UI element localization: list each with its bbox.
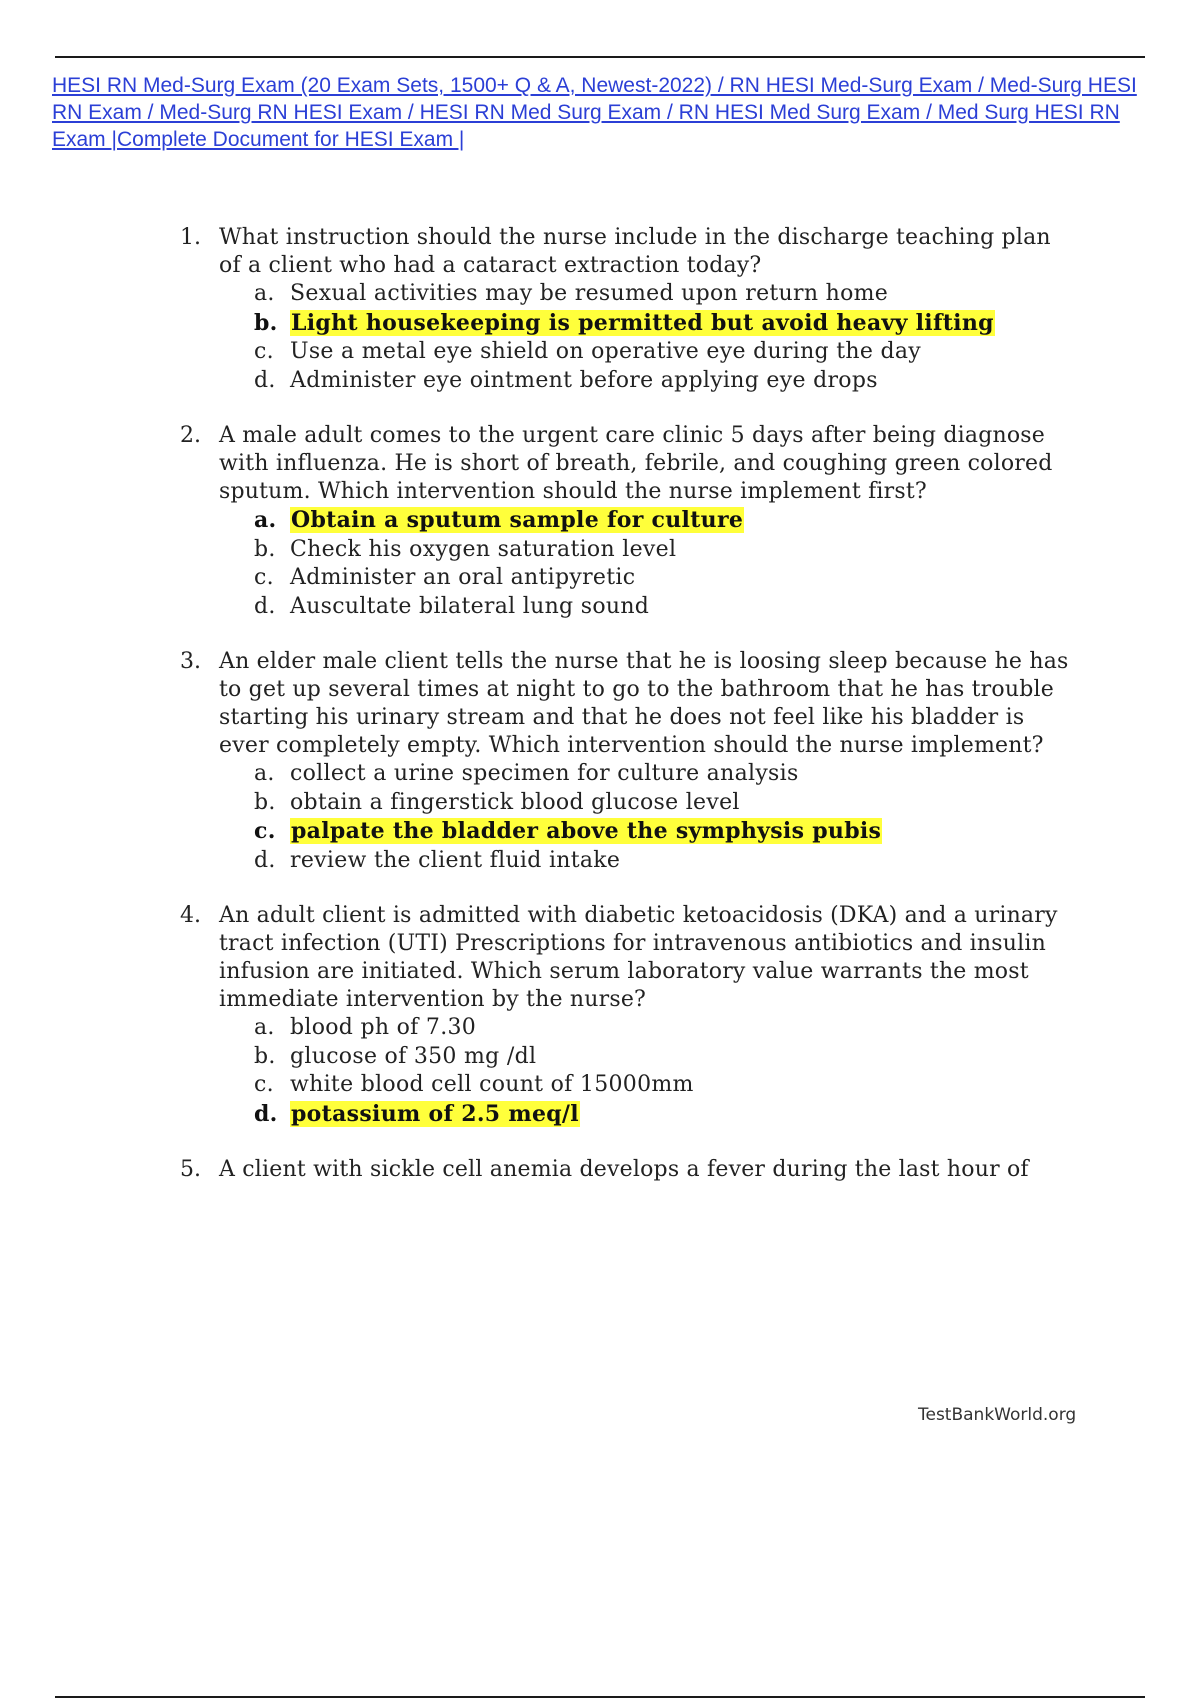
option-text: Auscultate bilateral lung sound xyxy=(290,593,650,619)
question-1 xyxy=(180,224,1060,395)
option-letter: c. xyxy=(254,565,274,590)
option-b xyxy=(254,1043,1060,1072)
option-letter: d. xyxy=(254,593,276,619)
option-letter: d. xyxy=(254,367,276,393)
option-list xyxy=(219,506,1060,621)
option-text: Use a metal eye shield on operative eye during the day xyxy=(290,339,921,364)
option-letter: d. xyxy=(254,847,276,873)
highlighted-answer-text: potassium of 2.5 meq/l xyxy=(291,1100,579,1127)
document-title-link[interactable]: HESI RN Med-Surg Exam (20 Exam Sets, 1500+ Q & A, Newest-2022) / RN HESI Med-Surg Exam / Med-Surg HESI RN Exam / Med-Surg RN HESI Exam / HESI RN Med Surg Exam / RN HESI Med Surg Exam / Med Surg HESI RN Exam |Complete Document for HESI Exam | xyxy=(52,74,1137,151)
question-4 xyxy=(180,902,1060,1129)
bottom-rule xyxy=(55,1696,1145,1698)
option-letter: c. xyxy=(254,339,274,364)
option-letter: b. xyxy=(254,536,276,562)
option-text: Check his oxygen saturation level xyxy=(290,536,677,562)
question-3 xyxy=(180,648,1069,875)
option-list xyxy=(219,280,1060,395)
question-number: 4. xyxy=(180,903,201,928)
option-d xyxy=(254,593,1060,622)
option-d xyxy=(254,847,1060,876)
question-number: 5. xyxy=(180,1157,201,1182)
question-text: A client with sickle cell anemia develops a fever during the last hour of xyxy=(219,1157,1029,1182)
highlighted-answer-text: palpate the bladder above the symphysis pubis xyxy=(291,818,882,844)
question-2 xyxy=(180,422,1060,621)
option-text: glucose of 350 mg /dl xyxy=(290,1043,537,1069)
option-letter: c. xyxy=(254,818,276,844)
question-text: An adult client is admitted with diabetic ketoacidosis (DKA) and a urinary tract infection (UTI) Prescriptions for intravenous antibiotics and insulin infusion are initiated. Which serum laboratory value warrants the most immediate intervention by the nurse? xyxy=(219,903,1058,1012)
option-list xyxy=(219,1014,1060,1129)
option-letter: a. xyxy=(254,761,275,786)
option-text: white blood cell count of 15000mm xyxy=(290,1072,694,1097)
option-letter: c. xyxy=(254,1072,274,1097)
option-letter: b. xyxy=(254,309,278,336)
option-text: Administer eye ointment before applying eye drops xyxy=(290,367,878,393)
question-number: 1. xyxy=(180,225,201,250)
option-text: blood ph of 7.30 xyxy=(290,1015,477,1040)
question-text: An elder male client tells the nurse that he is loosing sleep because he has to get up several times at night to go to the bathroom that he has trouble starting his urinary stream and that he does not feel like his bladder is ever completely empty. Which intervention should the nurse implement? xyxy=(219,649,1069,758)
question-text: A male adult comes to the urgent care clinic 5 days after being diagnose with influenza. He is short of breath, febrile, and coughing green colored sputum. Which intervention should the nurse implement first? xyxy=(219,423,1053,504)
question-number: 3. xyxy=(180,649,201,674)
option-b xyxy=(254,789,1060,818)
option-c xyxy=(254,338,1060,367)
question-list xyxy=(180,224,1069,1211)
option-letter: b. xyxy=(254,1043,276,1069)
option-text: collect a urine specimen for culture analysis xyxy=(290,761,799,786)
option-b xyxy=(254,536,1060,565)
option-letter: a. xyxy=(254,1015,275,1040)
option-letter: b. xyxy=(254,789,276,815)
option-d xyxy=(254,367,1060,396)
highlighted-answer-text: Light housekeeping is permitted but avoid heavy lifting xyxy=(291,309,994,336)
option-list xyxy=(219,760,1060,875)
option-c xyxy=(254,564,1060,593)
option-a-correct-answer xyxy=(254,506,1060,536)
option-d-correct-answer xyxy=(254,1100,1060,1130)
option-a xyxy=(254,760,1060,789)
option-letter: a. xyxy=(254,507,277,533)
footer-site-name: TestBankWorld.org xyxy=(918,1405,1077,1425)
option-letter: a. xyxy=(254,281,275,306)
option-c xyxy=(254,1071,1060,1100)
question-text: What instruction should the nurse include in the discharge teaching plan of a client who had a cataract extraction today? xyxy=(219,225,1051,278)
option-text: Administer an oral antipyretic xyxy=(290,565,636,590)
option-text: review the client fluid intake xyxy=(290,847,621,873)
option-letter: d. xyxy=(254,1100,278,1127)
option-b-correct-answer xyxy=(254,309,1060,339)
option-a xyxy=(254,1014,1060,1043)
option-text: Sexual activities may be resumed upon return home xyxy=(290,281,889,306)
highlighted-answer-text: Obtain a sputum sample for culture xyxy=(291,507,744,533)
option-text: obtain a fingerstick blood glucose level xyxy=(290,789,740,815)
option-a xyxy=(254,280,1060,309)
top-rule xyxy=(55,56,1145,58)
question-5 xyxy=(180,1156,1060,1184)
option-c-correct-answer xyxy=(254,817,1060,847)
question-number: 2. xyxy=(180,423,201,448)
